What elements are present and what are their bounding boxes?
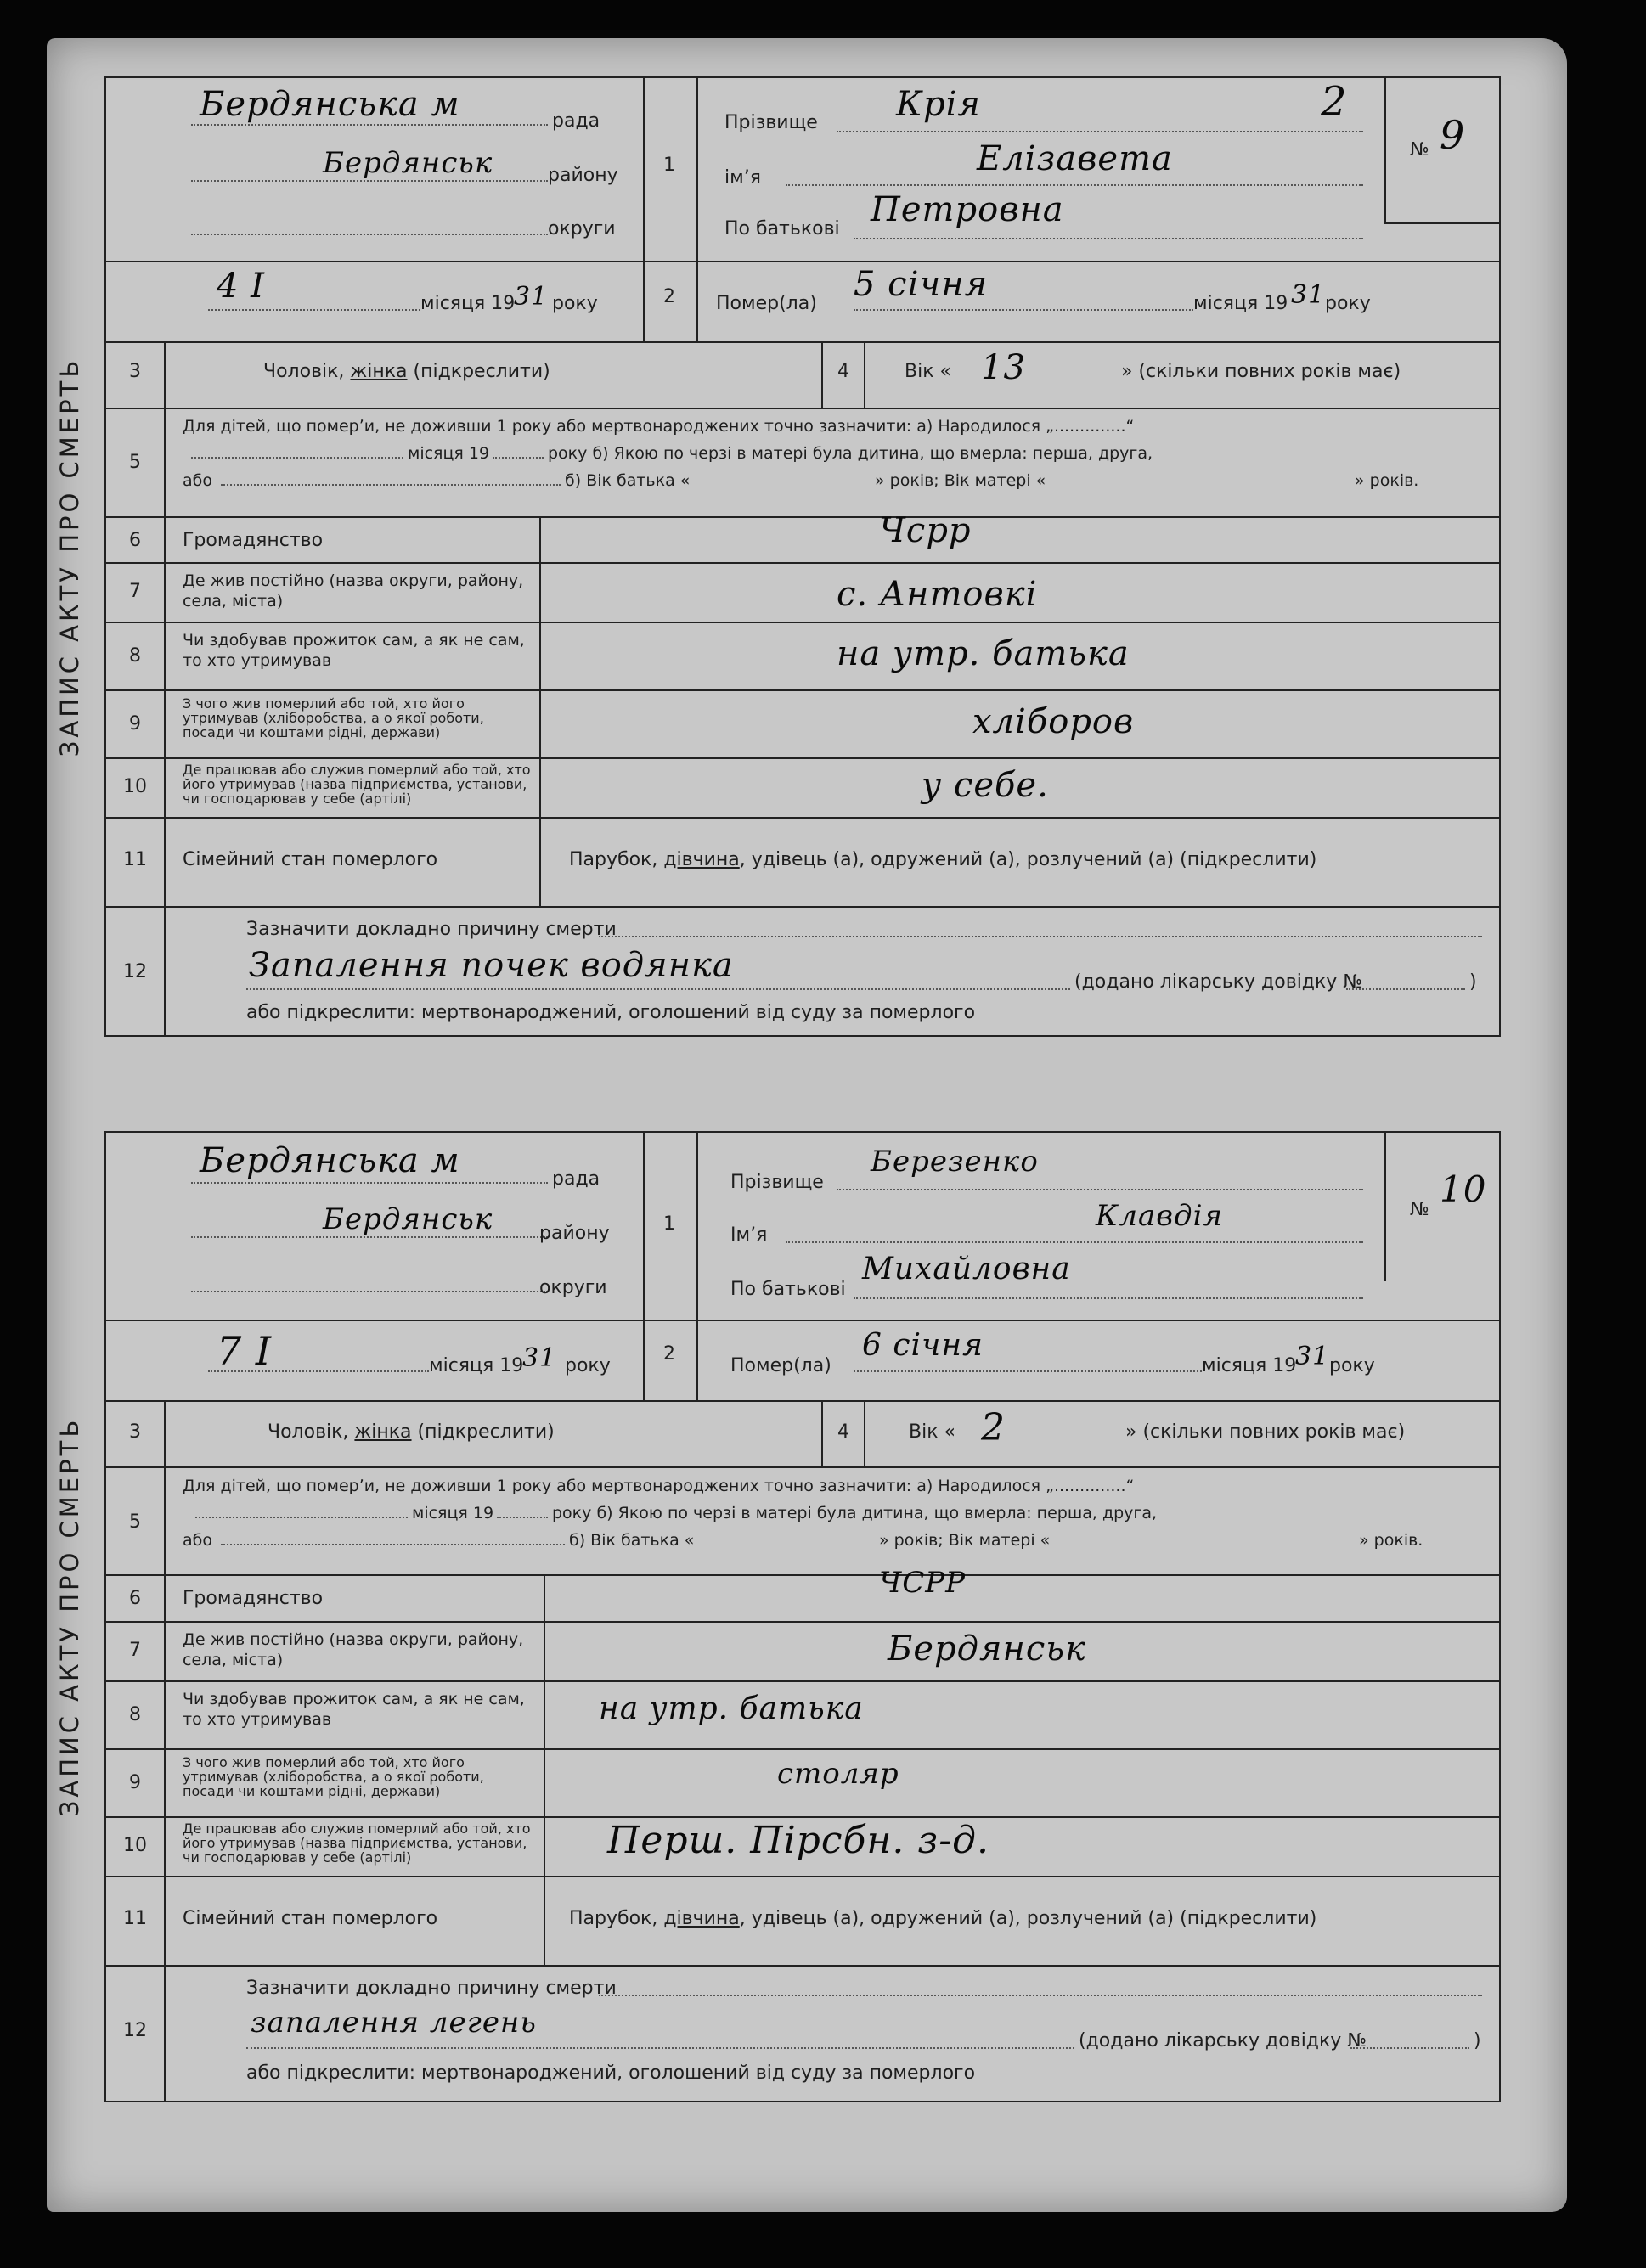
- form-text: місяця 19: [1202, 1355, 1297, 1376]
- form-text: , удівець (а), одружений (а), розлучений (а) (підкреслити): [739, 1908, 1317, 1929]
- reg-year: 31: [514, 282, 549, 312]
- form-text: б) Вік батька «: [569, 1531, 695, 1550]
- death-day: 6 січня: [862, 1328, 984, 1363]
- table-rule: [106, 562, 1499, 564]
- form-text: року: [1329, 1355, 1375, 1376]
- table-rule: [106, 516, 1499, 518]
- fill-line: [854, 1370, 1202, 1372]
- table-rule: [106, 1320, 1499, 1321]
- form-text: (підкреслити): [407, 361, 550, 382]
- form-text: ЗАПИС АКТУ ПРО СМЕРТЬ: [55, 357, 84, 757]
- form-text: 11: [123, 849, 147, 870]
- form-text: » (скільки повних років має): [1125, 1421, 1406, 1443]
- fill-line: [195, 1517, 408, 1518]
- fill-line: [191, 180, 548, 182]
- form-text: По батькові: [730, 1279, 846, 1300]
- citizenship-value: ЧСРР: [879, 1566, 967, 1600]
- fill-line: [497, 1517, 548, 1518]
- table-rule: [106, 1748, 1499, 1750]
- form-text: Чоловік,: [263, 361, 351, 382]
- fill-line: [246, 988, 1070, 990]
- form-text: 3: [129, 361, 141, 382]
- death-year: 31: [1295, 1342, 1330, 1371]
- table-rule: [1384, 1133, 1386, 1281]
- fill-line: [493, 457, 544, 459]
- fill-line: [854, 238, 1363, 239]
- form-text: З чого жив померлий або той, хто його утримував (хліборобства, а о якої роботи, посади чи коштами рідні, держави): [183, 695, 484, 740]
- form-text: ім’я: [724, 167, 761, 189]
- form-text: Парубок,: [569, 849, 664, 870]
- form-text: ): [1469, 971, 1477, 993]
- form-text: Вік «: [909, 1421, 955, 1443]
- table-rule: [106, 1621, 1499, 1623]
- form-text: 12: [123, 961, 147, 982]
- fill-line: [246, 2047, 1074, 2049]
- form-text: Сімейний стан померлого: [183, 849, 438, 870]
- form-text: місяця 19: [1193, 293, 1288, 314]
- form-text: (додано лікарську довідку №: [1079, 2030, 1367, 2051]
- form-text: » років.: [1359, 1531, 1423, 1550]
- fill-line: [191, 1182, 548, 1184]
- fill-line: [208, 1370, 429, 1372]
- patronymic-value: Михайловна: [862, 1252, 1071, 1286]
- supported-by-value: на утр. батька: [837, 634, 1130, 673]
- form-text: округи: [539, 1277, 607, 1298]
- reg-day: 4 I: [217, 267, 265, 306]
- table-rule: [643, 1320, 645, 1400]
- raion-value: Бердянськ: [323, 146, 493, 180]
- livelihood-value: столяр: [777, 1757, 899, 1791]
- form-text: року: [565, 1355, 611, 1376]
- surname-value: Березенко: [871, 1145, 1039, 1179]
- table-rule: [106, 261, 1499, 262]
- table-rule: [696, 78, 698, 261]
- table-rule: [164, 341, 166, 1035]
- form-text: округи: [548, 218, 616, 239]
- table-rule: [821, 1400, 823, 1466]
- form-text: » років; Вік матері «: [879, 1531, 1051, 1550]
- table-rule: [544, 1574, 545, 1965]
- supported-by-value: на утр. батька: [599, 1691, 864, 1726]
- side-title: [40, 1133, 99, 2101]
- death-day: 5 січня: [854, 265, 989, 304]
- table-rule: [539, 516, 541, 906]
- residence-value: с. Антовкі: [837, 575, 1038, 614]
- form-text: Парубок,: [569, 1908, 664, 1929]
- residence-value: Бердянськ: [888, 1629, 1086, 1669]
- table-rule: [643, 261, 645, 341]
- form-text: місяця 19: [429, 1355, 524, 1376]
- table-rule: [106, 757, 1499, 759]
- table-rule: [106, 341, 1499, 343]
- fill-line: [208, 309, 420, 311]
- form-text: 11: [123, 1908, 147, 1929]
- form-text: №: [1410, 1199, 1429, 1220]
- workplace-value: у себе.: [922, 766, 1049, 805]
- form-text: 1: [663, 1213, 675, 1235]
- table-rule: [106, 906, 1499, 908]
- fill-line: [191, 1236, 548, 1238]
- record-number: 9: [1440, 112, 1466, 158]
- reg-year: 31: [522, 1343, 557, 1373]
- table-rule: [696, 1133, 698, 1320]
- fill-line: [191, 457, 403, 459]
- fill-line: [854, 1297, 1363, 1299]
- form-text: 9: [129, 1772, 141, 1793]
- form-text: (додано лікарську довідку №: [1074, 971, 1363, 993]
- form-text: З чого жив померлий або той, хто його утримував (хліборобства, а о якої роботи, посади чи коштами рідні, держави): [183, 1754, 484, 1799]
- form-text: Чи здобував прожиток сам, а як не сам, то хто утримував: [183, 631, 525, 670]
- form-text: » років; Вік матері «: [875, 471, 1046, 490]
- fill-line: [599, 1995, 1482, 1996]
- form-text: 1: [663, 155, 675, 176]
- form-text: Сімейний стан померлого: [183, 1908, 438, 1929]
- form-text: місяця 19: [412, 1504, 494, 1522]
- form-text: Громадянство: [183, 530, 324, 551]
- form-text: року б) Якою по черзі в матері була дитина, що вмерла: перша, друга,: [548, 444, 1153, 463]
- death-record-1: [55, 76, 1501, 1037]
- side-title: [40, 78, 99, 1035]
- name-value: Елізавета: [977, 139, 1173, 178]
- death-year: 31: [1291, 280, 1326, 310]
- cause-value: запалення легень: [251, 2006, 537, 2040]
- form-text: місяця 19: [408, 444, 490, 463]
- reg-day: 7 I: [217, 1328, 273, 1374]
- corner-mark: 2: [1321, 78, 1348, 126]
- form-text: Де працював або служив померлий або той, хто його утримував (назва підприємства, установи, чи господарював у себе (артілі): [183, 762, 531, 807]
- record-number: 10: [1440, 1168, 1487, 1210]
- fill-line: [854, 309, 1193, 311]
- fill-line: [221, 484, 561, 486]
- form-text: Ім’я: [730, 1224, 768, 1246]
- rada-value: Бердянська м: [200, 85, 460, 124]
- form-text: Чи здобував прожиток сам, а як не сам, то хто утримував: [183, 1690, 525, 1729]
- form-text: 12: [123, 2020, 147, 2041]
- form-text: , удівець (а), одружений (а), розлучений (а) (підкреслити): [739, 849, 1317, 870]
- form-text: Громадянство: [183, 1588, 324, 1609]
- table-rule: [1384, 222, 1499, 224]
- form-text: Помер(ла): [730, 1355, 831, 1376]
- table-rule: [106, 1816, 1499, 1818]
- form-text: 4: [837, 361, 849, 382]
- table-rule: [106, 622, 1499, 623]
- table-rule: [821, 341, 823, 408]
- death-record-2: [55, 1131, 1501, 2102]
- table-rule: [696, 261, 698, 341]
- form-text: 8: [129, 645, 141, 667]
- form-text: Для дітей, що померʼи, не доживши 1 року або мертвонароджених точно зазначити: а) Народилося „..............“: [183, 417, 1135, 436]
- form-text: б) Вік батька «: [565, 471, 691, 490]
- fill-line: [1346, 988, 1465, 990]
- table-rule: [164, 1400, 166, 2101]
- workplace-value: Перш. Пірсбн. з-д.: [607, 1819, 990, 1862]
- form-text: Прізвище: [730, 1172, 824, 1193]
- form-text: 3: [129, 1421, 141, 1443]
- table-rule: [1384, 78, 1386, 222]
- table-rule: [106, 1400, 1499, 1402]
- fill-line: [786, 1241, 1363, 1243]
- raion-value: Бердянськ: [323, 1202, 493, 1236]
- form-text: або підкреслити: мертвонароджений, оголошений від суду за померлого: [246, 2063, 976, 2084]
- form-text: або: [183, 471, 212, 490]
- form-text: району: [539, 1223, 610, 1244]
- form-text: місяця 19: [420, 293, 516, 314]
- form-text: ): [1474, 2030, 1481, 2051]
- form-text: 4: [837, 1421, 849, 1443]
- table-rule: [106, 1466, 1499, 1468]
- form-text: року: [552, 293, 598, 314]
- fill-line: [837, 131, 1363, 132]
- table-rule: [864, 341, 865, 408]
- age-value: 13: [981, 348, 1026, 387]
- table-rule: [643, 78, 645, 261]
- form-text: 8: [129, 1704, 141, 1725]
- form-text: або підкреслити: мертвонароджений, оголошений від суду за померлого: [246, 1002, 976, 1023]
- form-text: Де жив постійно (назва округи, району, села, міста): [183, 1630, 524, 1669]
- table-rule: [106, 1680, 1499, 1682]
- form-text: району: [548, 165, 618, 186]
- form-text: ЗАПИС АКТУ ПРО СМЕРТЬ: [55, 1416, 84, 1817]
- rada-value: Бердянська м: [200, 1141, 460, 1180]
- form-text: дівчина: [663, 849, 740, 870]
- form-text: 6: [129, 530, 141, 551]
- fill-line: [221, 1544, 565, 1545]
- table-rule: [106, 1876, 1499, 1877]
- form-text: Де жив постійно (назва округи, району, села, міста): [183, 571, 524, 611]
- form-text: 9: [129, 713, 141, 734]
- fill-line: [191, 234, 548, 235]
- patronymic-value: Петровна: [871, 190, 1064, 229]
- form-text: По батькові: [724, 218, 840, 239]
- form-text: жінка: [354, 1421, 412, 1443]
- form-text: 7: [129, 581, 141, 602]
- form-text: » (скільки повних років має): [1121, 361, 1401, 382]
- cause-value: Запалення почек водянка: [249, 946, 734, 985]
- form-text: року: [1325, 293, 1371, 314]
- table-rule: [106, 1965, 1499, 1967]
- form-text: 6: [129, 1588, 141, 1609]
- fill-line: [191, 124, 548, 126]
- form-text: рада: [552, 1168, 600, 1190]
- form-text: 5: [129, 1511, 141, 1533]
- form-text: Вік «: [905, 361, 951, 382]
- fill-line: [837, 1189, 1363, 1190]
- form-text: 10: [123, 1835, 147, 1856]
- form-text: 7: [129, 1640, 141, 1661]
- form-text: Для дітей, що померʼи, не доживши 1 року або мертвонароджених точно зазначити: а) Народилося „..............“: [183, 1477, 1135, 1495]
- form-text: дівчина: [663, 1908, 740, 1929]
- form-text: 5: [129, 452, 141, 473]
- form-text: або: [183, 1531, 212, 1550]
- form-text: №: [1410, 139, 1429, 160]
- fill-line: [786, 184, 1363, 186]
- form-text: (підкреслити): [411, 1421, 555, 1443]
- form-text: Прізвище: [724, 112, 818, 133]
- form-text: рада: [552, 110, 600, 132]
- fill-line: [1350, 2047, 1469, 2049]
- table-rule: [106, 408, 1499, 409]
- form-text: року б) Якою по черзі в матері була дитина, що вмерла: перша, друга,: [552, 1504, 1158, 1522]
- form-text: Де працював або служив померлий або той, хто його утримував (назва підприємства, установи, чи господарював у себе (артілі): [183, 1821, 531, 1866]
- form-text: Зазначити докладно причину смерти: [246, 1978, 617, 1999]
- form-text: 2: [663, 1343, 675, 1365]
- form-text: » років.: [1355, 471, 1419, 490]
- table-rule: [106, 1574, 1499, 1576]
- livelihood-value: хліборов: [972, 702, 1135, 741]
- form-text: Помер(ла): [716, 293, 817, 314]
- surname-value: Крія: [896, 85, 981, 124]
- table-rule: [106, 689, 1499, 691]
- age-value: 2: [981, 1406, 1006, 1449]
- form-text: Чоловік,: [268, 1421, 355, 1443]
- fill-line: [191, 1291, 548, 1292]
- form-text: жінка: [350, 361, 408, 382]
- name-value: Клавдія: [1096, 1199, 1223, 1233]
- form-text: 2: [663, 286, 675, 307]
- table-rule: [696, 1320, 698, 1400]
- table-rule: [864, 1400, 865, 1466]
- fill-line: [599, 936, 1482, 937]
- table-rule: [643, 1133, 645, 1320]
- form-text: Зазначити докладно причину смерти: [246, 919, 617, 940]
- table-rule: [106, 817, 1499, 819]
- form-text: 10: [123, 776, 147, 797]
- citizenship-value: Чсрр: [879, 511, 972, 550]
